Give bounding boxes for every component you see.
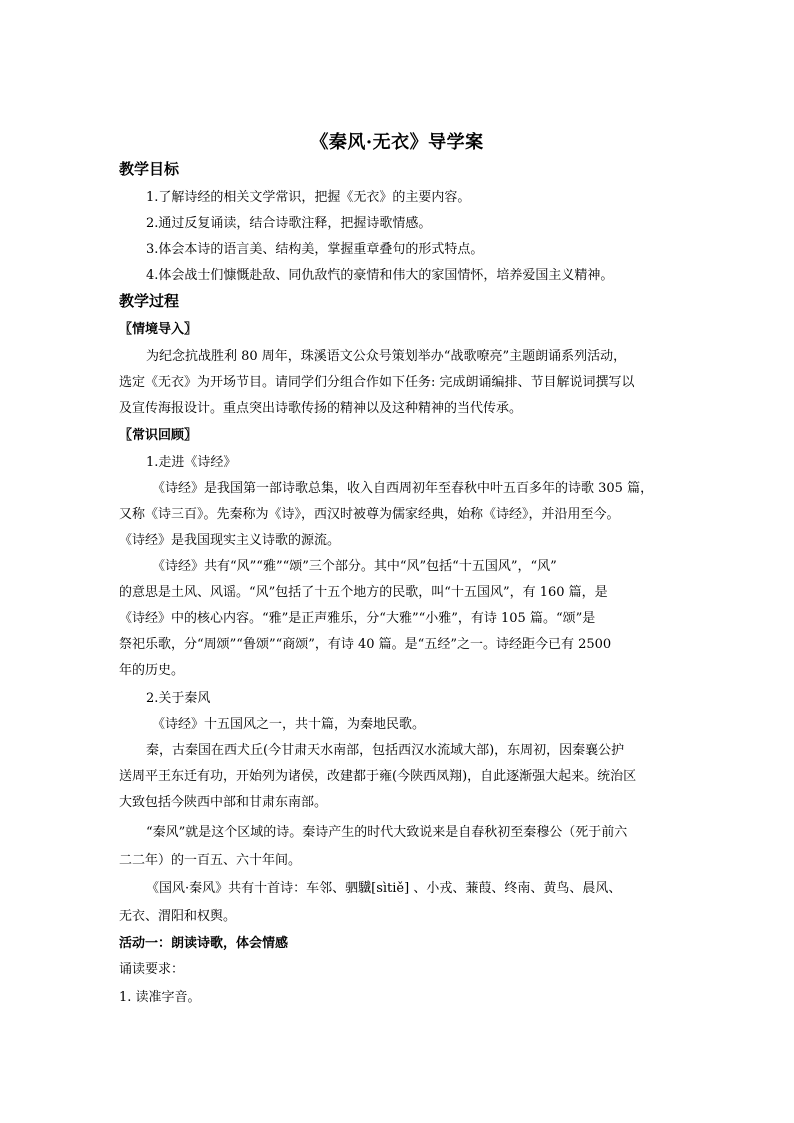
intro-label: 〖情境导入〗 [119,322,198,337]
paragraph-line: 《诗经》中的核心内容。“雅”是正声雅乐，分“大雅”“小雅”，有诗 105 篇。“颂”是 [119,611,596,626]
paragraph-line: 祭祀乐歌，分“周颂”“鲁颂”“商颂”，有诗 40 篇。是“五经”之一。诗经距今已有 2500 [119,637,612,652]
paragraph-line: 无衣、渭阳和权舆。 [119,909,237,924]
paragraph-line: 《国风·秦风》共有十首诗：车邻、驷驖[sìtiě] 、小戎、蒹葭、终南、黄鸟、晨风、 [146,881,622,896]
review-label: 〖常识回顾〗 [119,428,198,443]
paragraph-line: 大致包括今陕西中部和甘肃东南部。 [119,795,328,810]
intro-line: 及宣传海报设计。重点突出诗歌传扬的精神以及这种精神的当代传承。 [119,401,523,416]
paragraph-line: 的意思是土风、风谣。“风”包括了十五个地方的民歌，叫“十五国风”，有 160 篇，是 [119,585,608,600]
process-heading: 教学过程 [119,292,180,310]
intro-line: 为纪念抗战胜利 80 周年，珠溪语文公众号策划举办“战歌嘹亮”主题朗诵系列活动， [146,349,627,364]
paragraph-line: “秦风”就是这个区域的诗。秦诗产生的时代大致说来是自春秋初至秦穆公（死于前六 [146,825,628,840]
recitation-requirements-label: 诵读要求： [119,962,185,977]
paragraph-line: 《诗经》十五国风之一，共十篇，为秦地民歌。 [152,717,426,732]
paragraph-line: 送周平王东迁有功，开始列为诸侯，改建都于雍(今陕西凤翔)，自此逐渐强大起来。统治区 [119,769,637,784]
objective-item: 2.通过反复诵读，结合诗歌注释，把握诗歌情感。 [146,216,432,231]
section-title-shijing: 1.走进《诗经》 [146,455,237,470]
objective-item: 3.体会本诗的语言美、结构美，掌握重章叠句的形式特点。 [146,242,484,257]
paragraph-line: 《诗经》共有“风”“雅”“颂”三个部分。其中“风”包括“十五国风”，“风” [152,559,557,574]
objective-item: 4.体会战士们慷慨赴敌、同仇敌忾的豪情和伟大的家国情怀，培养爱国主义精神。 [146,268,614,283]
paragraph-line: 《诗经》是我国第一部诗歌总集，收入自西周初年至春秋中叶五百多年的诗歌 305 篇， [152,481,654,496]
activity-heading: 活动一：朗读诗歌，体会情感 [119,936,289,951]
document-title: 《秦风·无衣》导学案 [310,132,484,153]
paragraph-line: 年的历史。 [119,663,185,678]
paragraph-line: 二二年）的一百五、六十年间。 [119,853,302,868]
paragraph-line: 《诗经》是我国现实主义诗歌的源流。 [119,533,341,548]
objectives-heading: 教学目标 [119,160,180,178]
paragraph-line: 秦，古秦国在西犬丘(今甘肃天水南部，包括西汉水流域大部)，东周初，因秦襄公护 [146,743,625,758]
paragraph-line: 又称《诗三百》。先秦称为《诗》，西汉时被尊为儒家经典，始称《诗经》，并沿用至今。 [119,507,620,522]
recitation-requirement-item: 1. 读准字音。 [119,990,201,1005]
intro-line: 选定《无衣》为开场节目。请同学们分组合作如下任务: 完成朗诵编排、节目解说词撰写以 [119,375,635,390]
objective-item: 1.了解诗经的相关文学常识，把握《无衣》的主要内容。 [146,190,471,205]
section-title-qinfeng: 2.关于秦风 [146,691,211,706]
